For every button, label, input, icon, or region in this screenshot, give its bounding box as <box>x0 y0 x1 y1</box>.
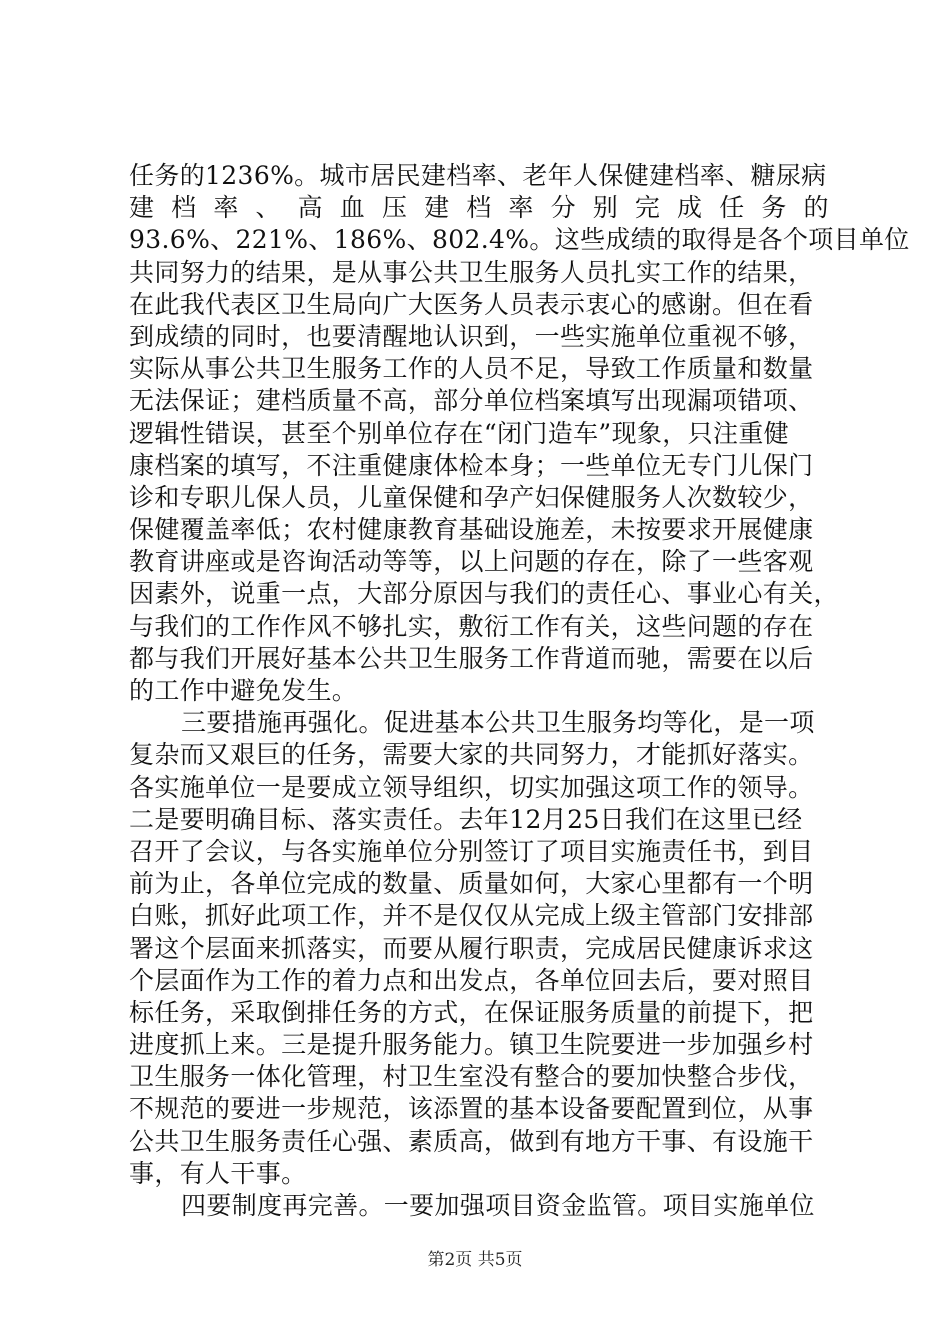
char: 分 <box>550 193 576 223</box>
char: 别 <box>592 193 619 223</box>
text-line: 保健覆盖率低；农村健康教育基础设施差，未按要求开展健康 <box>129 515 814 545</box>
char: 率 <box>508 193 534 223</box>
text-line: 共同努力的结果，是从事公共卫生服务人员扎实工作的结果， <box>129 257 814 287</box>
paragraph-start-line: 四要制度再完善。一要加强项目资金监管。项目实施单位 <box>181 1191 815 1220</box>
document-body <box>129 160 910 1222</box>
char: 档 <box>466 193 492 223</box>
text-line: 署这个层面来抓落实，而要从履行职责，完成居民健康诉求这 <box>129 933 814 963</box>
text-line: 93.6%、221%、186%、802.4%。这些成绩的取得是各个项目单位 <box>129 225 910 255</box>
text-line: 个层面作为工作的着力点和出发点，各单位回去后，要对照目 <box>129 965 814 995</box>
text-line: 二是要明确目标、落实责任。去年12月25日我们在这里已经 <box>129 804 803 834</box>
text-line: 康档案的填写，不注重健康体检本身；一些单位无专门儿保门 <box>129 450 814 480</box>
char: 、 <box>255 193 281 223</box>
text-line: 的工作中避免发生。 <box>129 676 358 705</box>
text-line: 都与我们开展好基本公共卫生服务工作背道而驰，需要在以后 <box>129 643 814 673</box>
char: 任 <box>719 193 745 223</box>
char: 的 <box>803 193 829 223</box>
char: 完 <box>634 193 661 223</box>
char: 建 <box>424 193 450 223</box>
text-line: 召开了会议，与各实施单位分别签订了项目实施责任书，到目 <box>129 836 814 866</box>
text-line: 诊和专职儿保人员，儿童保健和孕产妇保健服务人次数较少， <box>129 482 814 512</box>
text-line: 任务的1236%。城市居民建档率、老年人保健建档率、糖尿病 <box>129 161 827 190</box>
text-line: 进度抓上来。三是提升服务能力。镇卫生院要进一步加强乡村 <box>129 1030 814 1060</box>
char: 建 <box>129 193 155 223</box>
char: 血 <box>339 193 366 223</box>
text-line: 前为止，各单位完成的数量、质量如何，大家心里都有一个明 <box>129 869 814 899</box>
text-line: 无法保证；建档质量不高，部分单位档案填写出现漏项错项、 <box>129 386 814 416</box>
char: 档 <box>171 193 197 223</box>
text-line: 不规范的要进一步规范，该添置的基本设备要配置到位，从事 <box>129 1094 814 1124</box>
text-line: 在此我代表区卫生局向广大医务人员表示衷心的感谢。但在看 <box>129 289 814 319</box>
text-line: 教育讲座或是咨询活动等等，以上问题的存在，除了一些客观 <box>129 547 814 577</box>
text-line: 复杂而又艰巨的任务，需要大家的共同努力，才能抓好落实。 <box>129 740 814 770</box>
text-line: 到成绩的同时，也要清醒地认识到，一些实施单位重视不够， <box>129 321 814 351</box>
char: 务 <box>761 193 787 223</box>
text-line: 因素外，说重一点，大部分原因与我们的责任心、事业心有关， <box>129 579 839 609</box>
char: 压 <box>381 193 408 223</box>
page-number-footer: 第2页 共5页 <box>427 1250 523 1270</box>
text-line: 实际从事公共卫生服务工作的人员不足，导致工作质量和数量 <box>129 354 814 384</box>
text-line: 标任务，采取倒排任务的方式，在保证服务质量的前提下，把 <box>129 997 814 1027</box>
char: 成 <box>677 193 703 223</box>
text-line-justified <box>129 192 829 224</box>
char: 高 <box>297 193 323 223</box>
text-line: 与我们的工作作风不够扎实，敷衍工作有关，这些问题的存在 <box>129 611 814 641</box>
char: 率 <box>213 193 239 223</box>
text-line: 公共卫生服务责任心强、素质高，做到有地方干事、有设施干 <box>129 1126 814 1156</box>
paragraph-start-line: 三要措施再强化。促进基本公共卫生服务均等化，是一项 <box>181 708 815 738</box>
text-line: 事，有人干事。 <box>129 1158 307 1188</box>
text-line: 逻辑性错误，甚至个别单位存在“闭门造车”现象，只注重健 <box>129 418 790 448</box>
text-line: 白账，抓好此项工作，并不是仅仅从完成上级主管部门安排部 <box>129 901 814 931</box>
text-line: 卫生服务一体化管理，村卫生室没有整合的要加快整合步伐， <box>129 1062 814 1092</box>
text-line: 各实施单位一是要成立领导组织，切实加强这项工作的领导。 <box>129 772 814 802</box>
